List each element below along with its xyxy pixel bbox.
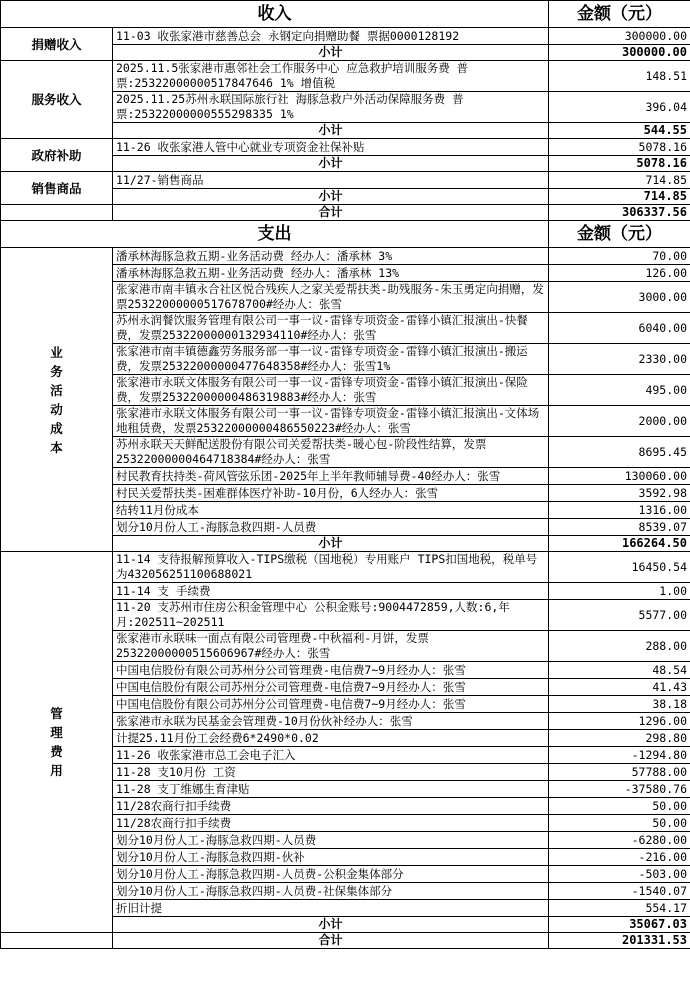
- line-item-amount: 5078.16: [549, 139, 690, 156]
- line-item-amount: 288.00: [549, 631, 690, 662]
- line-item-description: 划分10月份人工-海豚急救四期-人员费: [113, 832, 549, 849]
- section-title: 支出: [1, 221, 549, 248]
- line-item-description: 划分10月份人工-海豚急救四期-人员费-公积金集体部分: [113, 866, 549, 883]
- line-item-amount: 6040.00: [549, 313, 690, 344]
- line-item-amount: 2330.00: [549, 344, 690, 375]
- line-item-description: 划分10月份人工-海豚急救四期-伙补: [113, 849, 549, 866]
- total-label: 合计: [113, 205, 549, 221]
- line-item-description: 11/28农商行扣手续费: [113, 815, 549, 832]
- line-item-description: 张家港市永联味一面点有限公司管理费-中秋福利-月饼，发票25322000000515606967#经办人：张雪: [113, 631, 549, 662]
- category-label: 捐赠收入: [1, 28, 113, 61]
- line-item-amount: 41.43: [549, 679, 690, 696]
- line-item-description: 潘承林海豚急救五期-业务活动费 经办人：潘承林 3%: [113, 248, 549, 265]
- line-item-amount: 495.00: [549, 375, 690, 406]
- line-item-description: 计提25.11月份工会经费6*2490*0.02: [113, 730, 549, 747]
- line-item-description: 11-28 支丁维娜生育津贴: [113, 781, 549, 798]
- subtotal-amount: 166264.50: [549, 536, 690, 552]
- line-item-description: 张家港市永联文体服务有限公司一事一议-雷锋专项资金-雷锋小镇汇报演出-文体场地租赁费，发票25322000000486550223#经办人：张雪: [113, 406, 549, 437]
- line-item-row: [1, 139, 690, 156]
- line-item-description: 划分10月份人工-海豚急救四期-人员费-社保集体部分: [113, 883, 549, 900]
- section-header-row: [1, 1, 690, 28]
- subtotal-label: 小计: [113, 536, 549, 552]
- line-item-amount: 1296.00: [549, 713, 690, 730]
- line-item-amount: -37580.76: [549, 781, 690, 798]
- line-item-description: 11-14 支待报解预算收入-TIPS缴税（国地税）专用账户 TIPS扣国地税，税单号为432056251100688021: [113, 552, 549, 583]
- total-label: 合计: [113, 933, 549, 949]
- line-item-amount: 298.80: [549, 730, 690, 747]
- line-item-description: 2025.11.25苏州永联国际旅行社 海豚急救户外活动保障服务费 普票:25322000000555298335 1%: [113, 92, 549, 123]
- category-label: 服务收入: [1, 61, 113, 139]
- line-item-description: 苏州永润餐饮服务管理有限公司一事一议-雷锋专项资金-雷锋小镇汇报演出-快餐费，发票25322000000132934110#经办人：张雪: [113, 313, 549, 344]
- line-item-description: 11-03 收张家港市慈善总会 永钢定向捐赠助餐 票据0000128192: [113, 28, 549, 45]
- line-item-description: 结转11月份成本: [113, 502, 549, 519]
- subtotal-label: 小计: [113, 123, 549, 139]
- line-item-description: 划分10月份人工-海豚急救四期-人员费: [113, 519, 549, 536]
- total-amount: 306337.56: [549, 205, 690, 221]
- line-item-amount: 50.00: [549, 798, 690, 815]
- line-item-row: [1, 552, 690, 583]
- line-item-amount: 148.51: [549, 61, 690, 92]
- line-item-amount: 57788.00: [549, 764, 690, 781]
- line-item-amount: 16450.54: [549, 552, 690, 583]
- total-row: [1, 933, 690, 949]
- line-item-description: 11-26 收张家港人管中心就业专项资金社保补贴: [113, 139, 549, 156]
- line-item-amount: 1.00: [549, 583, 690, 600]
- category-label: 管理费用: [1, 552, 113, 933]
- line-item-description: 11-14 支 手续费: [113, 583, 549, 600]
- line-item-row: [1, 61, 690, 92]
- line-item-description: 苏州永联天天鲜配送股份有限公司关爱帮扶类-暖心包-阶段性结算，发票25322000000464718384#经办人：张雪: [113, 437, 549, 468]
- line-item-amount: 48.54: [549, 662, 690, 679]
- line-item-amount: 3592.98: [549, 485, 690, 502]
- subtotal-label: 小计: [113, 45, 549, 61]
- line-item-description: 中国电信股份有限公司苏州分公司管理费-电信费7~9月经办人：张雪: [113, 696, 549, 713]
- total-amount: 201331.53: [549, 933, 690, 949]
- line-item-description: 村民教育扶持类-荷风管弦乐团-2025年上半年教师辅导费-40经办人：张雪: [113, 468, 549, 485]
- line-item-description: 张家港市南丰镇永合社区悦合残疾人之家关爱帮扶类-助残服务-朱玉勇定向捐赠，发票25322000000517678700#经办人：张雪: [113, 282, 549, 313]
- subtotal-amount: 35067.03: [549, 917, 690, 933]
- line-item-description: 折旧计提: [113, 900, 549, 917]
- line-item-amount: 8695.45: [549, 437, 690, 468]
- category-label: 销售商品: [1, 172, 113, 205]
- line-item-amount: 714.85: [549, 172, 690, 189]
- line-item-amount: 8539.07: [549, 519, 690, 536]
- line-item-row: [1, 172, 690, 189]
- line-item-amount: -503.00: [549, 866, 690, 883]
- line-item-amount: 130060.00: [549, 468, 690, 485]
- line-item-description: 11/27-销售商品: [113, 172, 549, 189]
- category-label: 政府补助: [1, 139, 113, 172]
- line-item-amount: 3000.00: [549, 282, 690, 313]
- subtotal-label: 小计: [113, 917, 549, 933]
- amount-column-header: 金额（元）: [549, 221, 690, 248]
- line-item-description: 11-28 支10月份 工资: [113, 764, 549, 781]
- line-item-description: 11/28农商行扣手续费: [113, 798, 549, 815]
- line-item-description: 村民关爱帮扶类-困难群体医疗补助-10月份，6人经办人：张雪: [113, 485, 549, 502]
- line-item-amount: 126.00: [549, 265, 690, 282]
- section-title: 收入: [1, 1, 549, 28]
- line-item-amount: -1294.80: [549, 747, 690, 764]
- total-spacer: [1, 205, 113, 221]
- line-item-amount: 1316.00: [549, 502, 690, 519]
- subtotal-label: 小计: [113, 156, 549, 172]
- subtotal-amount: 714.85: [549, 189, 690, 205]
- line-item-description: 11-26 收张家港市总工会电子汇入: [113, 747, 549, 764]
- subtotal-amount: 544.55: [549, 123, 690, 139]
- line-item-description: 张家港市永联为民基金会管理费-10月份伙补经办人：张雪: [113, 713, 549, 730]
- line-item-description: 2025.11.5张家港市惠邻社会工作服务中心 应急救护培训服务费 普票:25322000000517847646 1% 增值税: [113, 61, 549, 92]
- line-item-amount: 300000.00: [549, 28, 690, 45]
- subtotal-label: 小计: [113, 189, 549, 205]
- amount-column-header: 金额（元）: [549, 1, 690, 28]
- subtotal-amount: 300000.00: [549, 45, 690, 61]
- line-item-amount: 5577.00: [549, 600, 690, 631]
- line-item-amount: 396.04: [549, 92, 690, 123]
- total-spacer: [1, 933, 113, 949]
- line-item-description: 张家港市南丰镇德鑫劳务服务部一事一议-雷锋专项资金-雷锋小镇汇报演出-搬运费，发票25322000000477648358#经办人：张雪1%: [113, 344, 549, 375]
- line-item-description: 中国电信股份有限公司苏州分公司管理费-电信费7~9月经办人：张雪: [113, 679, 549, 696]
- line-item-amount: 70.00: [549, 248, 690, 265]
- line-item-amount: -6280.00: [549, 832, 690, 849]
- finance-table-body: [1, 1, 690, 949]
- line-item-amount: 38.18: [549, 696, 690, 713]
- line-item-description: 中国电信股份有限公司苏州分公司管理费-电信费7~9月经办人：张雪: [113, 662, 549, 679]
- category-label: 业务活动成本: [1, 248, 113, 552]
- line-item-description: 潘承林海豚急救五期-业务活动费 经办人：潘承林 13%: [113, 265, 549, 282]
- line-item-row: [1, 248, 690, 265]
- line-item-row: [1, 28, 690, 45]
- section-header-row: [1, 221, 690, 248]
- line-item-amount: 50.00: [549, 815, 690, 832]
- line-item-amount: 554.17: [549, 900, 690, 917]
- line-item-amount: 2000.00: [549, 406, 690, 437]
- line-item-description: 张家港市永联文体服务有限公司一事一议-雷锋专项资金-雷锋小镇汇报演出-保险费，发票25322000000486319883#经办人：张雪: [113, 375, 549, 406]
- line-item-amount: -1540.07: [549, 883, 690, 900]
- line-item-description: 11-20 支苏州市住房公积金管理中心 公积金账号:9004472859,人数:6,年月:202511~202511: [113, 600, 549, 631]
- total-row: [1, 205, 690, 221]
- subtotal-amount: 5078.16: [549, 156, 690, 172]
- line-item-amount: -216.00: [549, 849, 690, 866]
